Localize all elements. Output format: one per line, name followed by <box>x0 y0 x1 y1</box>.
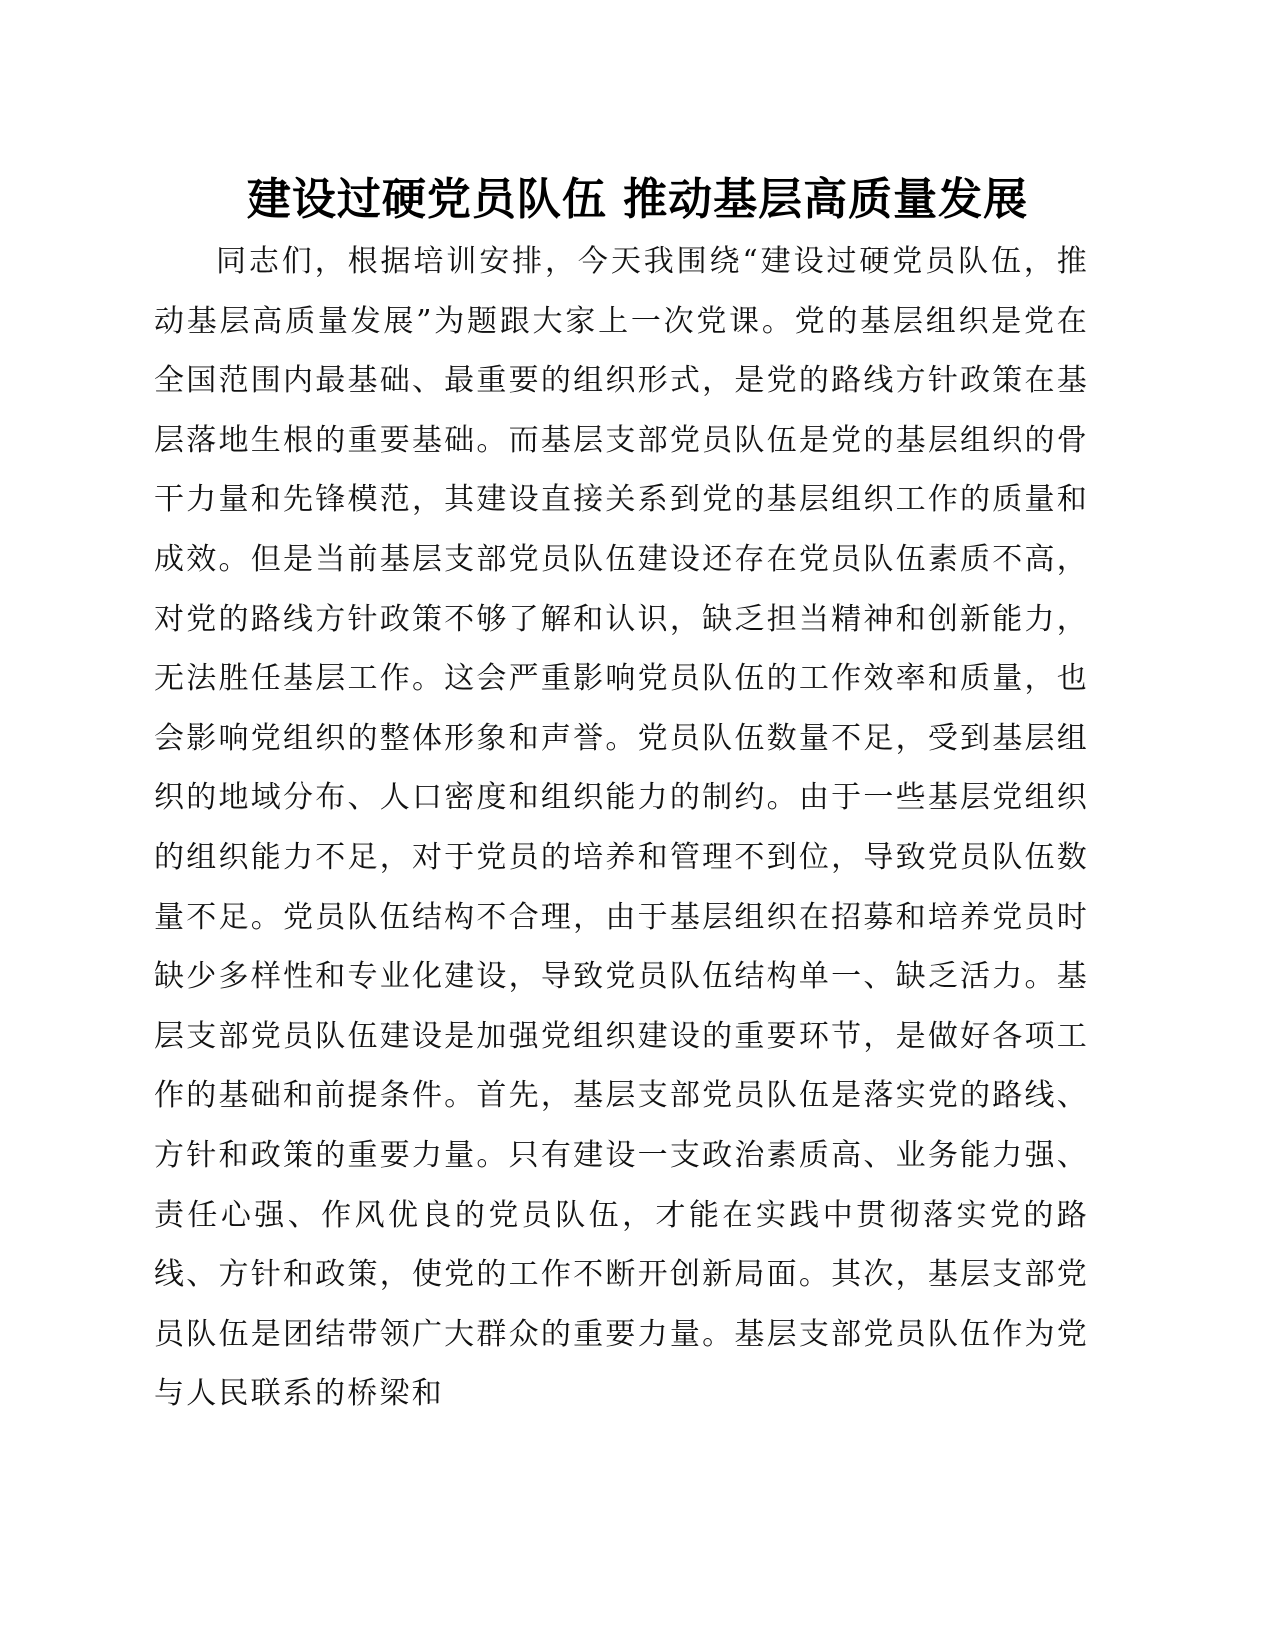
body-paragraph: 同志们，根据培训安排，今天我围绕“建设过硬党员队伍，推动基层高质量发展”为题跟大家上一次党课。党的基层组织是党在全国范围内最基础、最重要的组织形式，是党的路线方针政策在基层落地生根的重要基础。而基层支部党员队伍是党的基层组织的骨干力量和先锋模范，其建设直接关系到党的基层组织工作的质量和成效。但是当前基层支部党员队伍建设还存在党员队伍素质不高，对党的路线方针政策不够了解和认识，缺乏担当精神和创新能力，无法胜任基层工作。这会严重影响党员队伍的工作效率和质量，也会影响党组织的整体形象和声誉。党员队伍数量不足，受到基层组织的地域分布、人口密度和组织能力的制约。由于一些基层党组织的组织能力不足，对于党员的培养和管理不到位，导致党员队伍数量不足。党员队伍结构不合理，由于基层组织在招募和培养党员时缺少多样性和专业化建设，导致党员队伍结构单一、缺乏活力。基层支部党员队伍建设是加强党组织建设的重要环节，是做好各项工作的基础和前提条件。首先，基层支部党员队伍是落实党的路线、方针和政策的重要力量。只有建设一支政治素质高、业务能力强、责任心强、作风优良的党员队伍，才能在实践中贯彻落实党的路线、方针和政策，使党的工作不断开创新局面。其次，基层支部党员队伍是团结带领广大群众的重要力量。基层支部党员队伍作为党与人民联系的桥梁和 <box>154 244 1089 1412</box>
document-title: 建设过硬党员队伍 推动基层高质量发展 <box>246 174 1029 225</box>
